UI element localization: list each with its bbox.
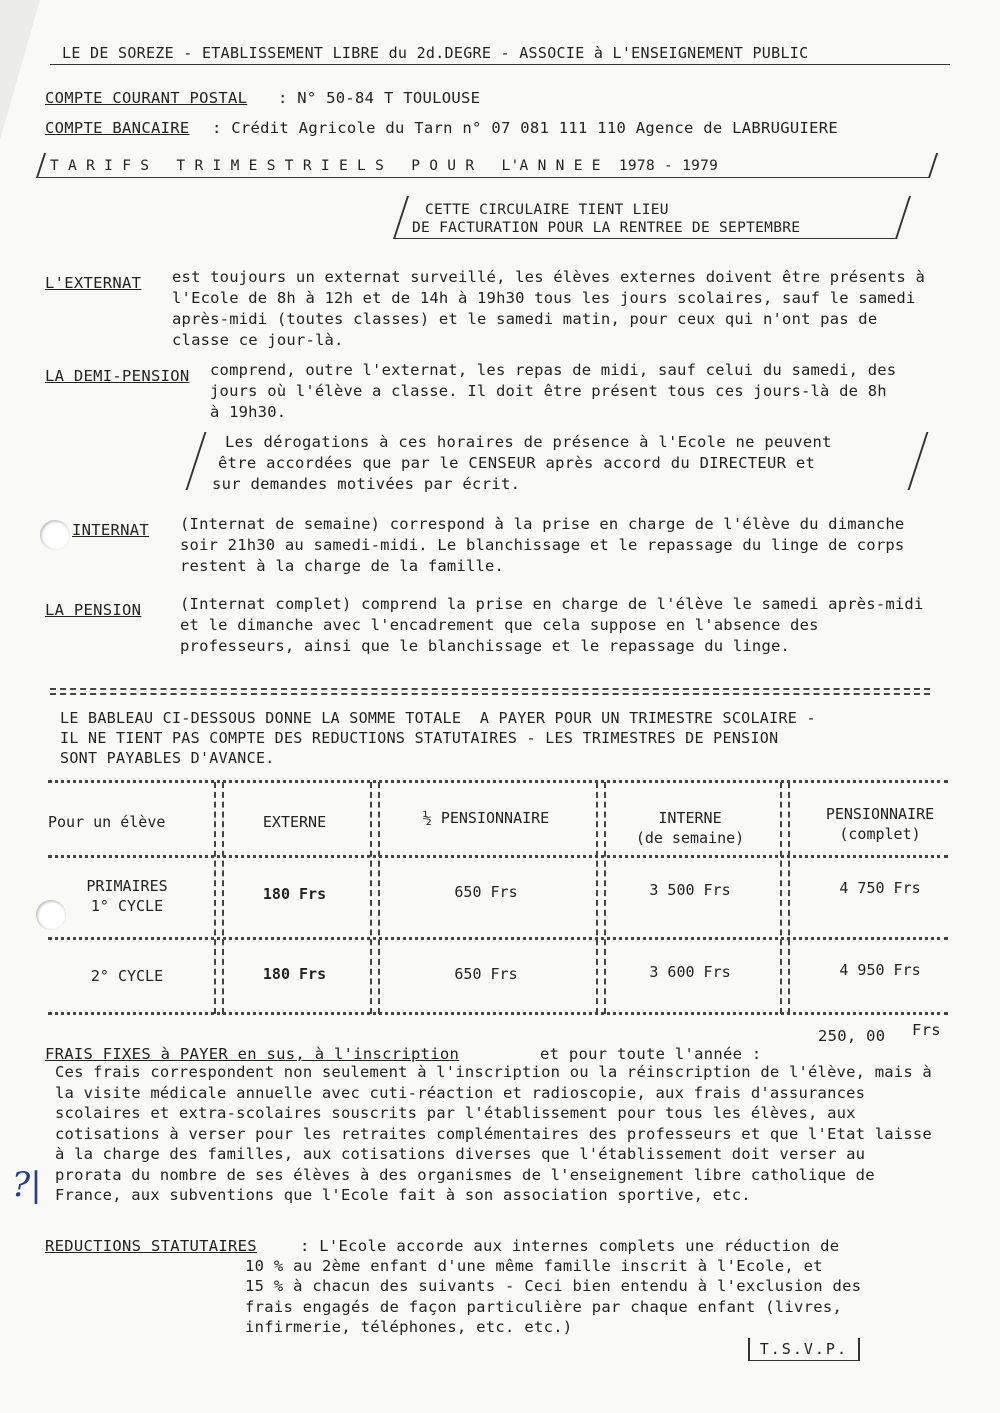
reductions-line1: : L'Ecole accorde aux internes complets une réduction de bbox=[300, 1237, 840, 1255]
header-demi-pensionnaire: ½ PENSIONNAIRE bbox=[422, 809, 550, 827]
reductions-line3: 15 % à chacun des suivants - Ceci bien entendu à l'exclusion des bbox=[245, 1277, 862, 1295]
table-column-divider bbox=[780, 782, 790, 1014]
row-primaires-label: PRIMAIRES 1° CYCLE bbox=[86, 877, 168, 915]
reductions-line5: infirmerie, téléphones, etc. etc.) bbox=[245, 1318, 573, 1336]
frais-label: FRAIS FIXES à PAYER en sus, à l'inscription bbox=[45, 1045, 460, 1063]
reductions-label: REDUCTIONS STATUTAIRES bbox=[45, 1237, 257, 1255]
bank-value: : Crédit Agricole du Tarn n° 07 081 111 110 Agence de LABRUGUIERE bbox=[212, 119, 839, 137]
row-cycle2-demi: 650 Frs bbox=[454, 965, 518, 983]
externat-label: L'EXTERNAT bbox=[45, 274, 142, 292]
pension-text: (Internat complet) comprend la prise en charge de l'élève le samedi après-midi et le dimanche avec l'encadrement que cela suppose en l'absence des professeurs, ainsi que le blanchissage et le repassage du linge. bbox=[180, 595, 924, 655]
bank-label: COMPTE BANCAIRE bbox=[45, 119, 190, 137]
tsvp-box: T.S.V.P. bbox=[748, 1338, 860, 1361]
derogation-line2: être accordées que par le CENSEUR après accord du DIRECTEUR et bbox=[218, 454, 816, 472]
separator-rule-top bbox=[50, 688, 930, 690]
reductions-line2: 10 % au 2ème enfant d'une même famille inscrit à l'Ecole, et bbox=[245, 1257, 823, 1275]
tarifs-title: T A R I F S T R I M E S T R I E L S P O U R L'A N N E E 1978 - 1979 bbox=[50, 158, 719, 174]
ccp-label: COMPTE COURANT POSTAL bbox=[45, 89, 248, 107]
ccp-value: : N° 50-84 T TOULOUSE bbox=[278, 89, 481, 107]
row-primaires-pension: 4 750 Frs bbox=[839, 879, 921, 897]
row-primaires-externe: 180 Frs bbox=[262, 885, 327, 903]
derogation-line3: sur demandes motivées par écrit. bbox=[212, 475, 521, 493]
row-cycle2-label: 2° CYCLE bbox=[90, 967, 164, 985]
internat-label: INTERNAT bbox=[72, 521, 150, 539]
circulaire-line1: CETTE CIRCULAIRE TIENT LIEU bbox=[425, 202, 669, 218]
header-externe: EXTERNE bbox=[262, 813, 327, 831]
frais-label-tail: et pour toute l'année : bbox=[540, 1045, 762, 1063]
header-pour-un-eleve: Pour un élève bbox=[48, 813, 166, 831]
frais-amount: 250, 00 bbox=[818, 1027, 886, 1045]
externat-text: est toujours un externat surveillé, les élèves externes doivent être présents à l'Ecole de 8h à 12h et de 14h à 19h30 tous les jours scolaires, sauf le samedi après-midi (toutes classes) et le samedi matin, pour ceux qui n'ont pas de classe ce jour-là. bbox=[172, 268, 926, 349]
internat-text: (Internat de semaine) correspond à la prise en charge de l'élève du dimanche soir 21h30 au samedi-midi. Le blanchissage et le repassage du linge de corps restent à la charge de la famille. bbox=[180, 515, 905, 575]
table-intro-line1: LE BABLEAU CI-DESSOUS DONNE LA SOMME TOTALE A PAYER POUR UN TRIMESTRE SCOLAIRE - bbox=[60, 709, 816, 727]
frais-text: Ces frais correspondent non seulement à l'inscription ou la réinscription de l'élève, mais à la visite médicale annuelle avec cuti-réaction et radioscopie, aux frais d'assurances scolaires et extra-scolaires souscrits par l'établissement pour tous les élèves, aux cotisations à verser pour les retraites complémentaires des professeurs et que l'Etat laisse à la charge des familles, aux cotisations diverses que l'établissement doit verser au prorata du nombre de ses élèves à des organismes de l'enseignement libre catholique de France, aux subventions que l'Ecole fait à son association sportive, etc. bbox=[55, 1063, 932, 1204]
table-rule-bottom bbox=[48, 1012, 948, 1021]
table-intro-line2: IL NE TIENT PAS COMPTE DES REDUCTIONS STATUTAIRES - LES TRIMESTRES DE PENSION bbox=[60, 729, 779, 747]
row-cycle2-externe: 180 Frs bbox=[262, 965, 327, 983]
table-rule-header bbox=[48, 855, 948, 864]
table-intro-line3: SONT PAYABLES D'AVANCE. bbox=[60, 749, 275, 767]
header-interne: INTERNE (de semaine) bbox=[635, 809, 745, 847]
demi-pension-label: LA DEMI-PENSION bbox=[45, 367, 190, 385]
row-cycle2-pension: 4 950 Frs bbox=[839, 961, 921, 979]
row-primaires-demi: 650 Frs bbox=[454, 883, 518, 901]
table-rule-middle bbox=[48, 937, 948, 946]
derogation-line1: Les dérogations à ces horaires de présence à l'Ecole ne peuvent bbox=[225, 433, 832, 451]
row-cycle2-interne: 3 600 Frs bbox=[649, 963, 731, 981]
header-pensionnaire: PENSIONNAIRE (complet) bbox=[825, 805, 935, 843]
demi-pension-text: comprend, outre l'externat, les repas de midi, sauf celui du samedi, des jours où l'élève a classe. Il doit être présent tous ces jours-là de 8h à 19h30. bbox=[210, 361, 897, 421]
handwritten-margin-mark: ?| bbox=[12, 1165, 42, 1205]
school-header-line: LE DE SOREZE - ETABLISSEMENT LIBRE du 2d.DEGRE - ASSOCIE à L'ENSEIGNEMENT PUBLIC bbox=[62, 44, 809, 62]
separator-rule-bottom bbox=[50, 693, 930, 695]
frais-unit: Frs bbox=[912, 1021, 941, 1039]
punch-hole bbox=[40, 520, 70, 550]
table-rule-top bbox=[48, 780, 948, 789]
circulaire-line2: DE FACTURATION POUR LA RENTREE DE SEPTEMBRE bbox=[412, 220, 801, 236]
pension-label: LA PENSION bbox=[45, 601, 142, 619]
reductions-line4: frais engagés de façon particulière par chaque enfant (livres, bbox=[245, 1298, 843, 1316]
header-underline bbox=[50, 64, 950, 65]
row-primaires-interne: 3 500 Frs bbox=[649, 881, 731, 899]
table-column-divider bbox=[370, 782, 380, 1014]
